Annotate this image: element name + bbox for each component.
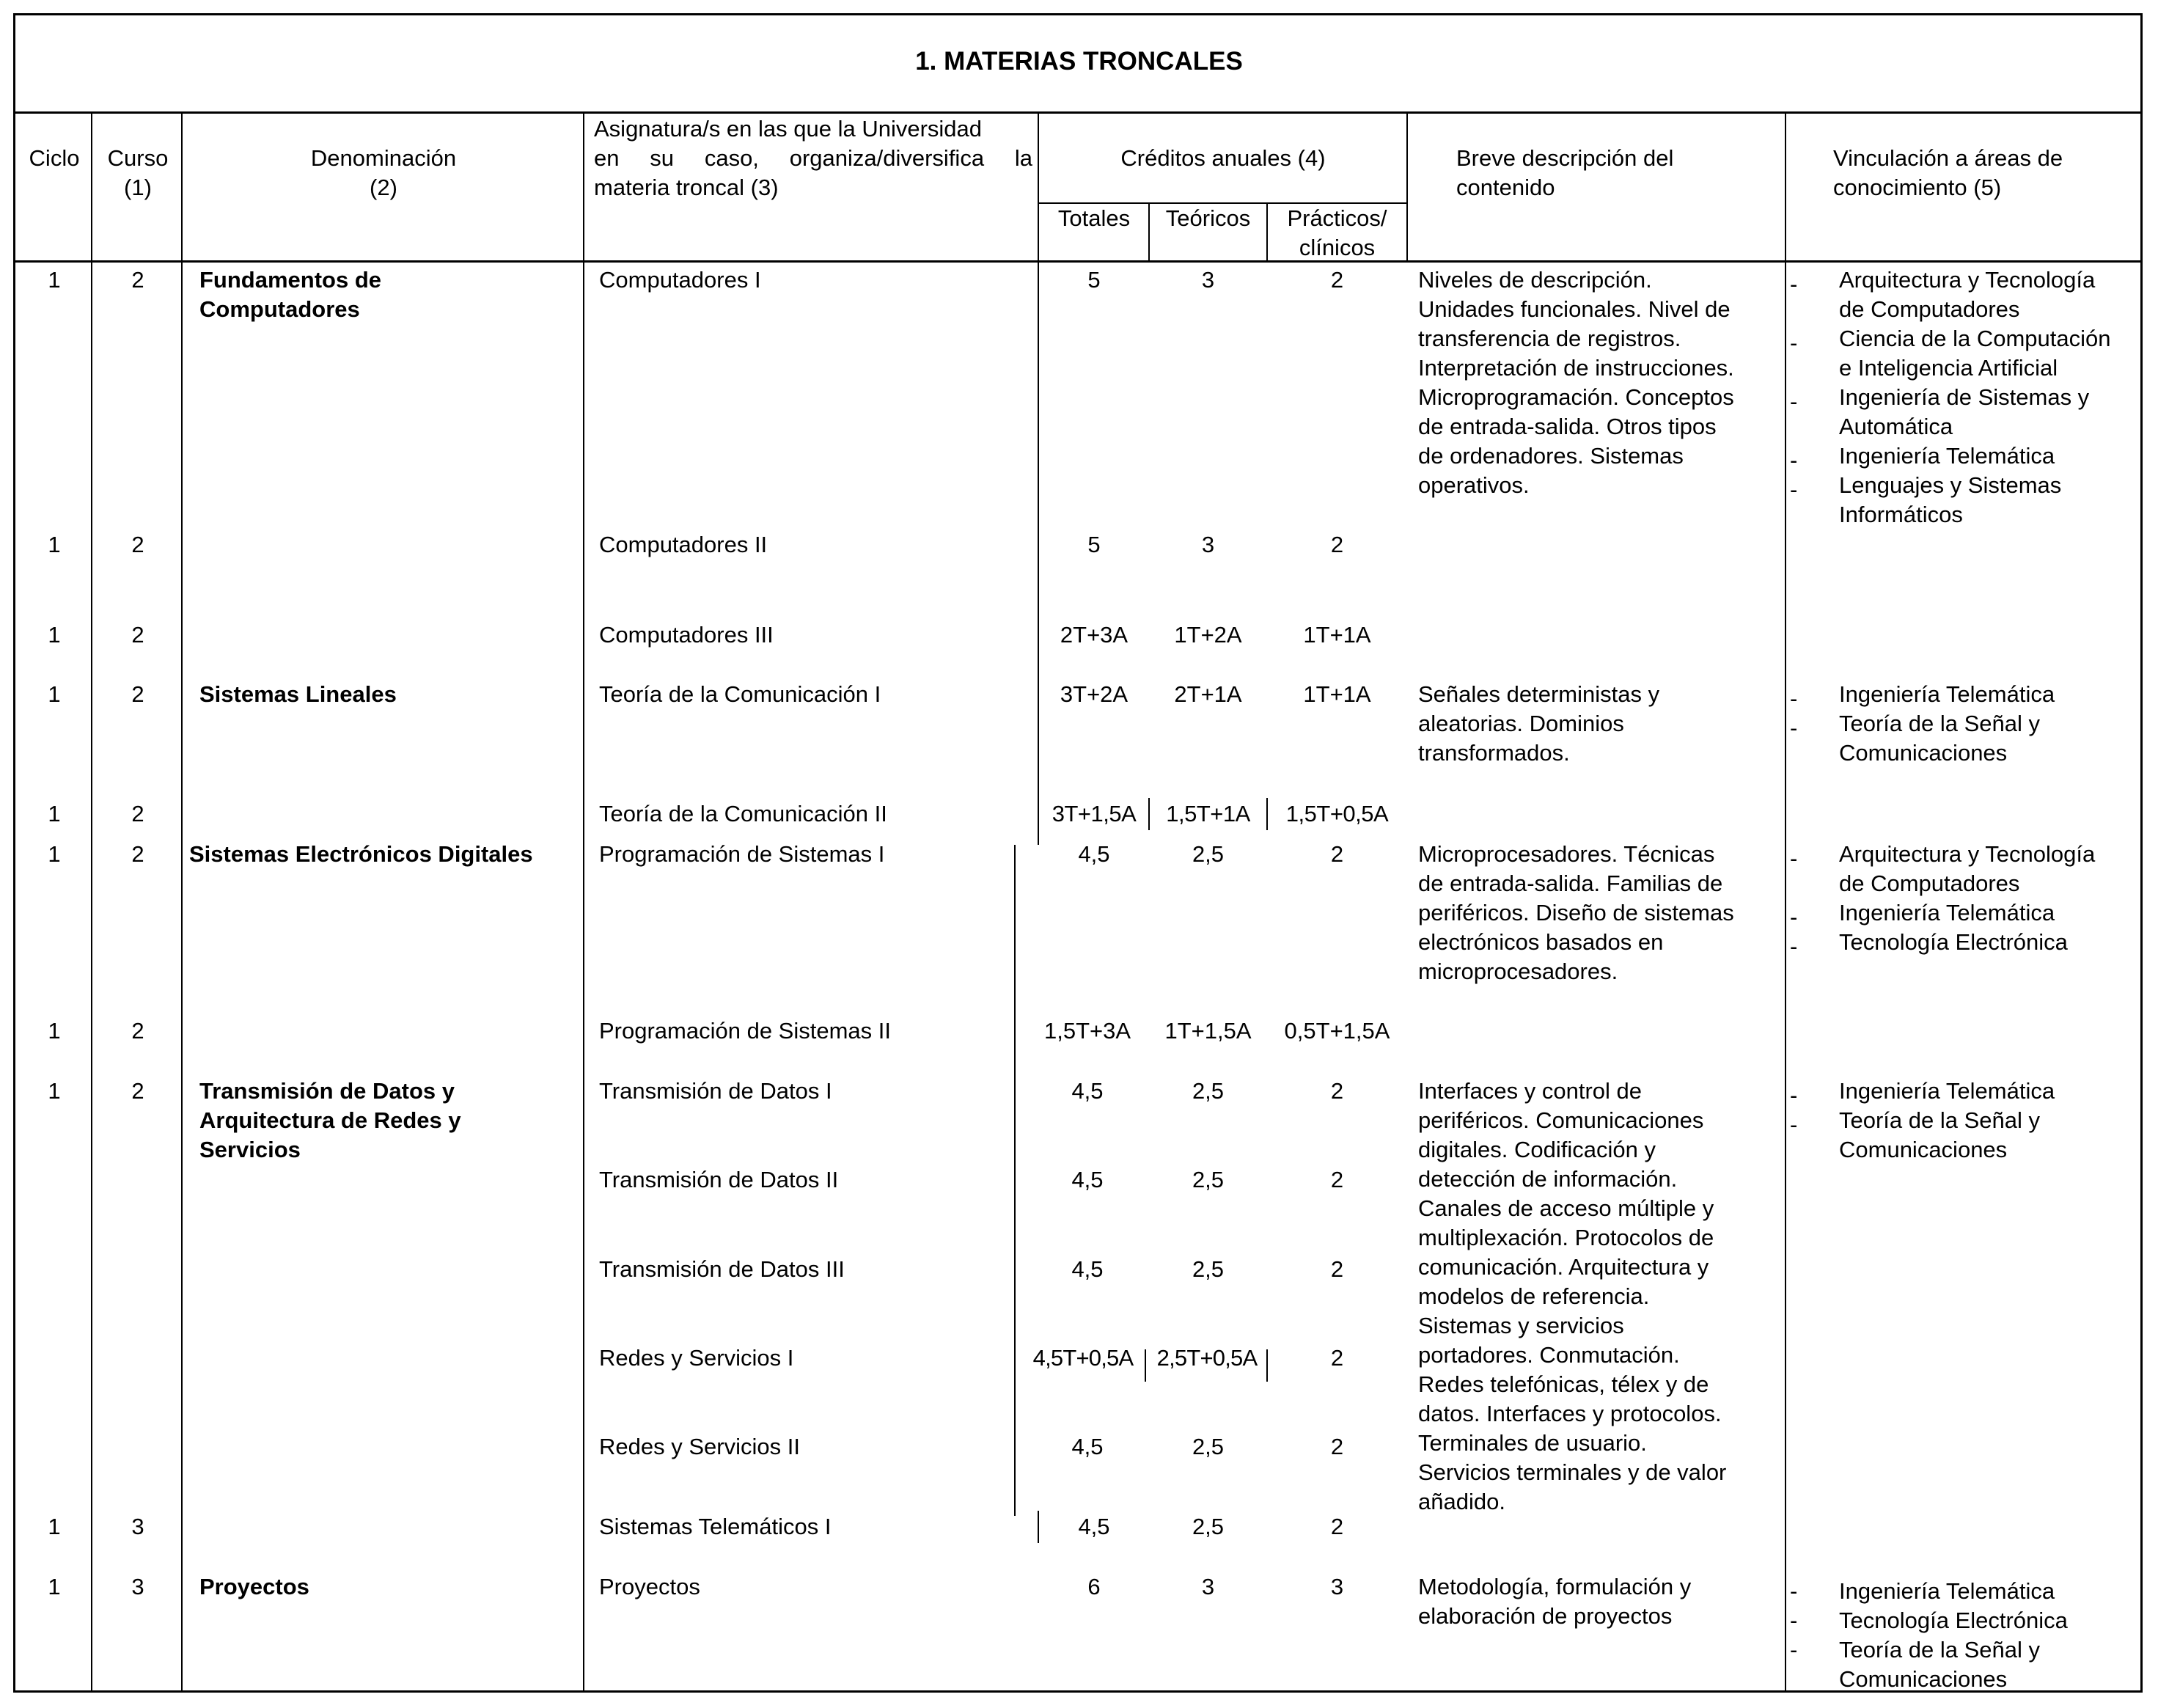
cell-descripcion: Señales deterministas y aleatorias. Dominios transformados.: [1418, 681, 1660, 766]
cell-denominacion: Sistemas Electrónicos Digitales: [189, 841, 533, 867]
header-denominacion: Denominación (2): [310, 145, 457, 200]
cell-curso: 2: [131, 801, 144, 826]
vinculacion-bullet: -: [1790, 271, 1798, 297]
vinculacion-item: Teoría de la Señal y Comunicaciones: [1839, 1107, 2041, 1162]
cell-asignatura: Computadores II: [599, 532, 768, 557]
cell-asignatura: Sistemas Telemáticos I: [599, 1514, 832, 1539]
cell-ciclo: 1: [48, 801, 61, 826]
vinculacion-bullet: -: [1790, 1082, 1798, 1108]
cell-practicos: 2: [1330, 1345, 1344, 1371]
col-rule-curso: [181, 111, 183, 1693]
cell-descripcion: Metodología, formulación y elaboración de proyectos: [1418, 1574, 1692, 1629]
cell-totales: 3T+2A: [1060, 681, 1128, 707]
cell-teoricos: 2,5: [1192, 1078, 1225, 1104]
header-descripcion: Breve descripción del contenido: [1456, 145, 1674, 200]
cell-rule: [1148, 798, 1150, 830]
vinculacion-bullet: -: [1790, 447, 1798, 473]
cell-teoricos: 1,5T+1A: [1166, 801, 1250, 826]
cell-teoricos: 3: [1201, 267, 1215, 293]
cell-asignatura: Transmisión de Datos I: [599, 1078, 832, 1104]
cell-totales: 5: [1087, 532, 1101, 557]
cell-practicos: 2: [1330, 1514, 1344, 1539]
cell-denominacion: Proyectos: [199, 1574, 309, 1599]
cell-teoricos: 2,5: [1192, 841, 1225, 867]
vinculacion-item: Tecnología Electrónica: [1839, 1608, 2068, 1633]
header-curso: Curso (1): [107, 145, 169, 200]
vinculacion-bullet: -: [1790, 1112, 1798, 1137]
cell-practicos: 1,5T+0,5A: [1285, 801, 1389, 826]
cell-curso: 2: [131, 1078, 144, 1104]
cell-asignatura: Redes y Servicios II: [599, 1434, 800, 1459]
vinculacion-item: Arquitectura y Tecnología de Computadores: [1839, 267, 2096, 322]
cell-teoricos: 2T+1A: [1174, 681, 1242, 707]
vinculacion-item: Teoría de la Señal y Comunicaciones: [1839, 1637, 2041, 1692]
cell-teoricos: 2,5: [1192, 1167, 1225, 1192]
vinculacion-item: Ingeniería Telemática: [1839, 900, 2055, 926]
header-totales: Totales: [1057, 205, 1131, 231]
cell-practicos: 2: [1330, 1434, 1344, 1459]
cell-practicos: 2: [1330, 532, 1344, 557]
cell-asignatura: Teoría de la Comunicación II: [599, 801, 887, 826]
cell-asignatura: Computadores III: [599, 622, 774, 648]
cell-rule: [1038, 1511, 1039, 1543]
vinculacion-item: Tecnología Electrónica: [1839, 929, 2068, 955]
cell-totales: 6: [1087, 1574, 1101, 1599]
cell-teoricos: 1T+1,5A: [1164, 1018, 1252, 1044]
vinculacion-bullet: -: [1790, 1637, 1798, 1663]
col-rule-denominacion: [583, 111, 584, 1693]
header-asignatura-line3: materia troncal (3): [594, 175, 779, 200]
header-separator: [13, 260, 2143, 263]
cell-totales: 4,5: [1078, 841, 1110, 867]
cell-teoricos: 3: [1201, 532, 1215, 557]
page-title: 1. MATERIAS TRONCALES: [915, 47, 1243, 76]
vinculacion-bullet: -: [1790, 934, 1798, 959]
cell-asignatura: Programación de Sistemas II: [599, 1018, 892, 1044]
cell-ciclo: 1: [48, 681, 61, 707]
cell-practicos: 1T+1A: [1303, 622, 1371, 648]
cell-totales: 4,5: [1078, 1514, 1110, 1539]
cell-asignatura: Transmisión de Datos III: [599, 1256, 845, 1282]
col-rule-ciclo: [91, 111, 92, 1693]
cell-ciclo: 1: [48, 622, 61, 648]
cell-descripcion: Niveles de descripción. Unidades funcionales. Nivel de transferencia de registros. Interpretación de instrucciones. Microprogramación. Conceptos de entrada-salida. Otros tipos de ordenadores. Sistemas operativos.: [1418, 267, 1734, 498]
cell-teoricos: 3: [1201, 1574, 1215, 1599]
cell-totales: 4,5: [1071, 1256, 1104, 1282]
cell-teoricos: 2,5T+0,5A: [1156, 1345, 1258, 1371]
col-rule-creditos: [1406, 111, 1408, 263]
cell-curso: 2: [131, 681, 144, 707]
cell-totales: 4,5: [1071, 1167, 1104, 1192]
header-asignatura-line2: en su caso, organiza/diversifica la: [594, 145, 1032, 171]
cell-denominacion: Fundamentos de Computadores: [199, 267, 382, 322]
cell-rule: [1266, 798, 1268, 830]
cell-descripcion: Interfaces y control de periféricos. Comunicaciones digitales. Codificación y detección de información. Canales de acceso múltiple y multiplexación. Protocolos de comunicación. Arquitectura y modelos de referencia. Sistemas y servicios portadores. Conmutación. Redes telefónicas, télex y de datos. Interfaces y protocolos. Terminales de usuario. Servicios terminales y de valor añadido.: [1418, 1078, 1727, 1514]
cell-teoricos: 2,5: [1192, 1514, 1225, 1539]
vinculacion-bullet: -: [1790, 1578, 1798, 1604]
cell-ciclo: 1: [48, 267, 61, 293]
vinculacion-bullet: -: [1790, 330, 1798, 356]
cell-totales: 5: [1087, 267, 1101, 293]
header-ciclo: Ciclo: [29, 145, 80, 171]
cell-asignatura: Transmisión de Datos II: [599, 1167, 839, 1192]
cell-curso: 2: [131, 841, 144, 867]
cell-teoricos: 2,5: [1192, 1256, 1225, 1282]
vinculacion-bullet: -: [1790, 477, 1798, 502]
col-rule-descripcion: [1785, 111, 1786, 1693]
vinculacion-bullet: -: [1790, 846, 1798, 871]
cell-practicos: 3: [1330, 1574, 1344, 1599]
cell-teoricos: 2,5: [1192, 1434, 1225, 1459]
header-asignatura-line1: Asignatura/s en las que la Universidad: [594, 116, 983, 142]
cell-curso: 2: [131, 267, 144, 293]
cell-totales: 1,5T+3A: [1043, 1018, 1131, 1044]
cell-asignatura: Programación de Sistemas I: [599, 841, 885, 867]
cell-curso: 3: [131, 1514, 144, 1539]
cell-ciclo: 1: [48, 1078, 61, 1104]
cell-curso: 3: [131, 1574, 144, 1599]
vinculacion-bullet: -: [1790, 389, 1798, 414]
vinculacion-item: Ingeniería Telemática: [1839, 1578, 2055, 1604]
vinculacion-item: Ingeniería Telemática: [1839, 1078, 2055, 1104]
cell-totales: 2T+3A: [1060, 622, 1128, 648]
cell-asignatura: Redes y Servicios I: [599, 1345, 794, 1371]
cell-ciclo: 1: [48, 841, 61, 867]
cell-practicos: 2: [1330, 841, 1344, 867]
cell-descripcion: Microprocesadores. Técnicas de entrada-salida. Familias de periféricos. Diseño de sistemas electrónicos basados en microprocesadores.: [1418, 841, 1734, 984]
header-practicos: Prácticos/ clínicos: [1287, 205, 1387, 260]
vinculacion-item: Lenguajes y Sistemas Informáticos: [1839, 472, 2062, 527]
cell-asignatura: Teoría de la Comunicación I: [599, 681, 881, 707]
cell-practicos: 2: [1330, 1256, 1344, 1282]
cell-practicos: 2: [1330, 1167, 1344, 1192]
vinculacion-bullet: -: [1790, 715, 1798, 741]
cell-practicos: 1T+1A: [1303, 681, 1371, 707]
vinculacion-item: Teoría de la Señal y Comunicaciones: [1839, 711, 2041, 766]
cell-practicos: 2: [1330, 267, 1344, 293]
vinculacion-item: Ciencia de la Computación e Inteligencia Artificial: [1839, 326, 2111, 381]
cell-ciclo: 1: [48, 532, 61, 557]
col-rule-asignatura-lower: [1014, 845, 1016, 1516]
cell-ciclo: 1: [48, 1018, 61, 1044]
vinculacion-bullet: -: [1790, 904, 1798, 930]
cell-teoricos: 1T+2A: [1174, 622, 1242, 648]
cell-curso: 2: [131, 532, 144, 557]
col-rule-asignatura: [1038, 111, 1039, 845]
cell-totales: 3T+1,5A: [1052, 801, 1137, 826]
vinculacion-item: Ingeniería de Sistemas y Automática: [1839, 384, 2090, 439]
cell-ciclo: 1: [48, 1514, 61, 1539]
header-vinculacion: Vinculación a áreas de conocimiento (5): [1833, 145, 2063, 200]
cell-totales: 4,5: [1071, 1434, 1104, 1459]
header-teoricos: Teóricos: [1165, 205, 1251, 231]
cell-curso: 2: [131, 622, 144, 648]
vinculacion-item: Ingeniería Telemática: [1839, 681, 2055, 707]
cell-practicos: 0,5T+1,5A: [1284, 1018, 1390, 1044]
cell-asignatura: Proyectos: [599, 1574, 700, 1599]
title-separator: [13, 111, 2143, 114]
cell-totales: 4,5T+0,5A: [1032, 1345, 1134, 1371]
vinculacion-bullet: -: [1790, 1608, 1798, 1633]
cell-ciclo: 1: [48, 1574, 61, 1599]
cell-denominacion: Transmisión de Datos y Arquitectura de Redes y Servicios: [199, 1078, 461, 1162]
cell-asignatura: Computadores I: [599, 267, 761, 293]
vinculacion-item: Ingeniería Telemática: [1839, 443, 2055, 469]
vinculacion-bullet: -: [1790, 686, 1798, 711]
vinculacion-item: Arquitectura y Tecnología de Computadores: [1839, 841, 2096, 896]
cell-denominacion: Sistemas Lineales: [199, 681, 397, 707]
header-creditos: Créditos anuales (4): [1120, 145, 1326, 171]
cell-practicos: 2: [1330, 1078, 1344, 1104]
cell-totales: 4,5: [1071, 1078, 1104, 1104]
cell-curso: 2: [131, 1018, 144, 1044]
